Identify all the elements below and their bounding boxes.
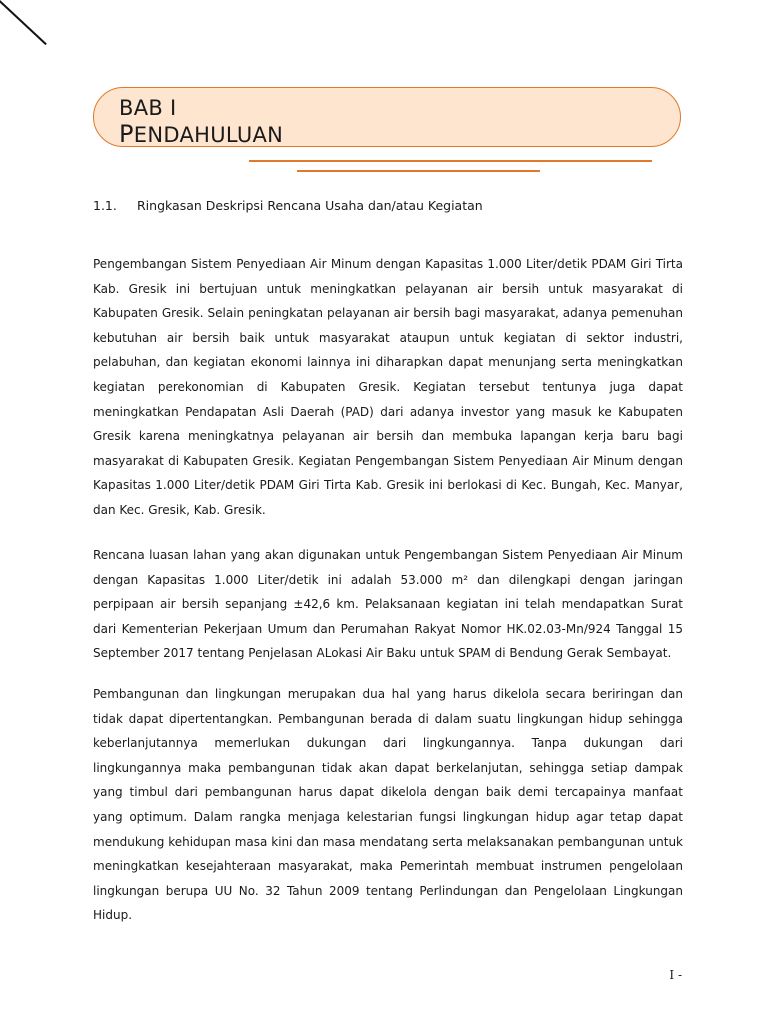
page-number: I - [669,968,682,982]
chapter-number: BAB I [119,96,177,120]
header-rule-long [249,160,652,162]
chapter-title [119,95,283,148]
corner-decoration-line [0,0,47,45]
paragraph-3: Pembangunan dan lingkungan merupakan dua hal yang harus dikelola secara beriringan dan tidak dapat dipertentangkan. Pembangunan berada di dalam suatu lingkungan hidup sehingga keberlanjutannya memerlukan dukungan dari lingkungannya. Tanpa dukungan dari lingkungannya maka pembangunan tidak akan dapat berkelanjutan, sehingga setiap dampak yang timbul dari pembangunan harus dapat dikelola dengan baik demi tercapainya manfaat yang optimum. Dalam rangka menjaga kelestarian fungsi lingkungan hidup agar tetap dapat mendukung kehidupan masa kini dan masa mendatang serta melaksanakan pembangunan untuk meningkatkan kesejahteraan masyarakat, maka Pemerintah membuat instrumen pengelolaan lingkungan berupa UU No. 32 Tahun 2009 tentang Perlindungan dan Pengelolaan Lingkungan Hidup. [93,687,683,923]
chapter-name [119,121,283,148]
section-title: Ringkasan Deskripsi Rencana Usaha dan/atau Kegiatan [137,198,483,213]
chapter-name-rest: ENDAHULUAN [133,123,284,147]
section-heading [93,198,483,214]
section-number: 1.1. [93,198,117,213]
paragraph-2: Rencana luasan lahan yang akan digunakan untuk Pengembangan Sistem Penyediaan Air Minum dengan Kapasitas 1.000 Liter/detik ini adalah 53.000 m² dan dilengkapi dengan jaringan perpipaan air bersih sepanjang ±42,6 km. Pelaksanaan kegiatan ini telah mendapatkan Surat dari Kementerian Pekerjaan Umum dan Perumahan Rakyat Nomor HK.02.03-Mn/924 Tanggal 15 September 2017 tentang Penjelasan ALokasi Air Baku untuk SPAM di Bendung Gerak Sembayat. [93,548,683,661]
header-rule-short [297,170,540,172]
chapter-name-initial: P [119,120,134,148]
paragraph-1: Pengembangan Sistem Penyediaan Air Minum dengan Kapasitas 1.000 Liter/detik PDAM Giri Tirta Kab. Gresik ini bertujuan untuk meningkatkan pelayanan air bersih untuk masyarakat di Kabupaten Gresik. Selain peningkatan pelayanan air bersih bagi masyarakat, adanya pemenuhan kebutuhan air bersih baik untuk masyarakat ataupun untuk kegiatan di sektor industri, pelabuhan, dan kegiatan ekonomi lainnya ini diharapkan dapat menunjang serta meningkatkan kegiatan perekonomian di Kabupaten Gresik. Kegiatan tersebut tentunya juga dapat meningkatkan Pendapatan Asli Daerah (PAD) dari adanya investor yang masuk ke Kabupaten Gresik karena meningkatnya pelayanan air bersih dan membuka lapangan kerja baru bagi masyarakat di Kabupaten Gresik. Kegiatan Pengembangan Sistem Penyediaan Air Minum dengan Kapasitas 1.000 Liter/detik PDAM Giri Tirta Kab. Gresik ini berlokasi di Kec. Bungah, Kec. Manyar, dan Kec. Gresik, Kab. Gresik. [93,257,683,517]
